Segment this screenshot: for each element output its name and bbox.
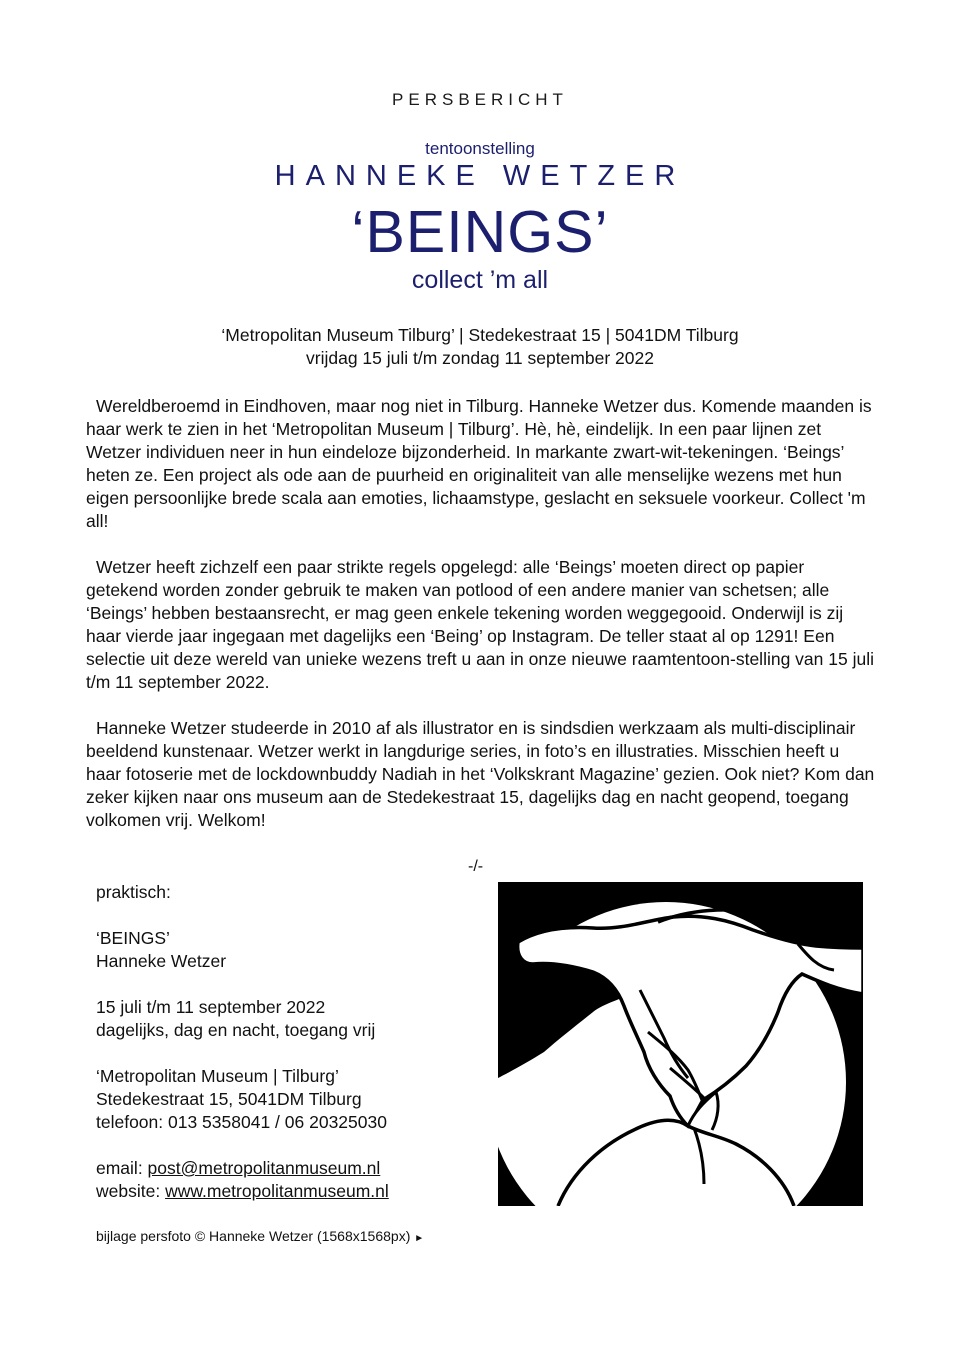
practical-artist: Hanneke Wetzer [96, 951, 227, 971]
section-separator: -/- [468, 858, 484, 875]
email-row [96, 1157, 476, 1180]
document-label: PERSBERICHT [392, 90, 568, 109]
venue-address: ‘Metropolitan Museum Tilburg’ | Stedekestraat 15 | 5041DM Tilburg [221, 325, 739, 345]
press-photo-hands [498, 882, 863, 1206]
website-link[interactable]: www.metropolitanmuseum.nl [165, 1181, 389, 1201]
caption-text: bijlage persfoto © Hanneke Wetzer (1568x1568px) [96, 1228, 411, 1244]
venue-dates: vrijdag 15 juli t/m zondag 11 september 2022 [306, 348, 654, 368]
practical-phone: telefoon: 013 5358041 / 06 20325030 [96, 1112, 387, 1132]
practical-info [96, 881, 476, 1226]
practical-dates: 15 juli t/m 11 september 2022 [96, 997, 326, 1017]
artist-name: HANNEKE WETZER [274, 160, 686, 192]
exhibition-tagline: collect ’m all [411, 266, 549, 294]
website-row [96, 1180, 476, 1203]
practical-museum: ‘Metropolitan Museum | Tilburg’ [96, 1066, 339, 1086]
website-label: website: [96, 1181, 166, 1201]
practical-hours: dagelijks, dag en nacht, toegang vrij [96, 1020, 376, 1040]
practical-heading: praktisch: [96, 882, 171, 902]
exhibition-title: ‘BEINGS’ [351, 199, 609, 265]
email-label: email: [96, 1158, 148, 1178]
paragraph-2: Wetzer heeft zichzelf een paar strikte regels opgelegd: alle ‘Beings’ moeten direct op papier getekend worden zonder gebruik te maken van potlood of een andere manier van schetsen; alle ‘Beings’ hebben bestaansrecht, er mag geen enkele tekening worden weggegooid. Onderwijl is zij haar vierde jaar ingegaan met dagelijks een ‘Being’ op Instagram. De teller staat al op 1291! Een selectie uit deze wereld van unieke wezens treft u aan in onze nieuwe raamtentoon-stelling van 15 juli t/m 11 september 2022. [86, 557, 874, 692]
paragraph-1: Wereldberoemd in Eindhoven, maar nog niet in Tilburg. Hanneke Wetzer dus. Komende maanden is haar werk te zien in het ‘Metropolitan Museum | Tilburg’. Hè, hè, eindelijk. In een paar lijnen zet Wetzer individuen neer in hun eindeloze bijzonderheid. In markante zwart-wit-tekeningen. ‘Beings’ heten ze. Een project als ode aan de puurheid en originaliteit van alle menselijke wezens met hun eigen persoonlijke brede scala aan emoties, lichaamstype, geslacht en seksuele voorkeur. Collect 'm all! [86, 396, 872, 531]
paragraph-3: Hanneke Wetzer studeerde in 2010 af als illustrator en is sindsdien werkzaam als multi-disciplinair beeldend kunstenaar. Wetzer werkt in langdurige series, in foto’s en illustraties. Misschien heeft u haar fotoserie met de lockdownbuddy Nadiah in het ‘Volkskrant Magazine’ gezien. Ook niet? Kom dan zeker kijken naar ons museum aan de Stedekestraat 15, dagelijks dag en nacht geopend, toegang volkomen vrij. Welkom! [86, 718, 875, 830]
caption-arrow-icon: ► [414, 1233, 425, 1244]
body-text [86, 395, 876, 855]
email-link[interactable]: post@metropolitanmuseum.nl [147, 1158, 381, 1178]
venue-info [0, 324, 960, 370]
practical-exhibition: ‘BEINGS’ [96, 928, 170, 948]
exhibition-subtitle: tentoonstelling [425, 139, 535, 158]
photo-caption [96, 1228, 424, 1244]
practical-address: Stedekestraat 15, 5041DM Tilburg [96, 1089, 362, 1109]
